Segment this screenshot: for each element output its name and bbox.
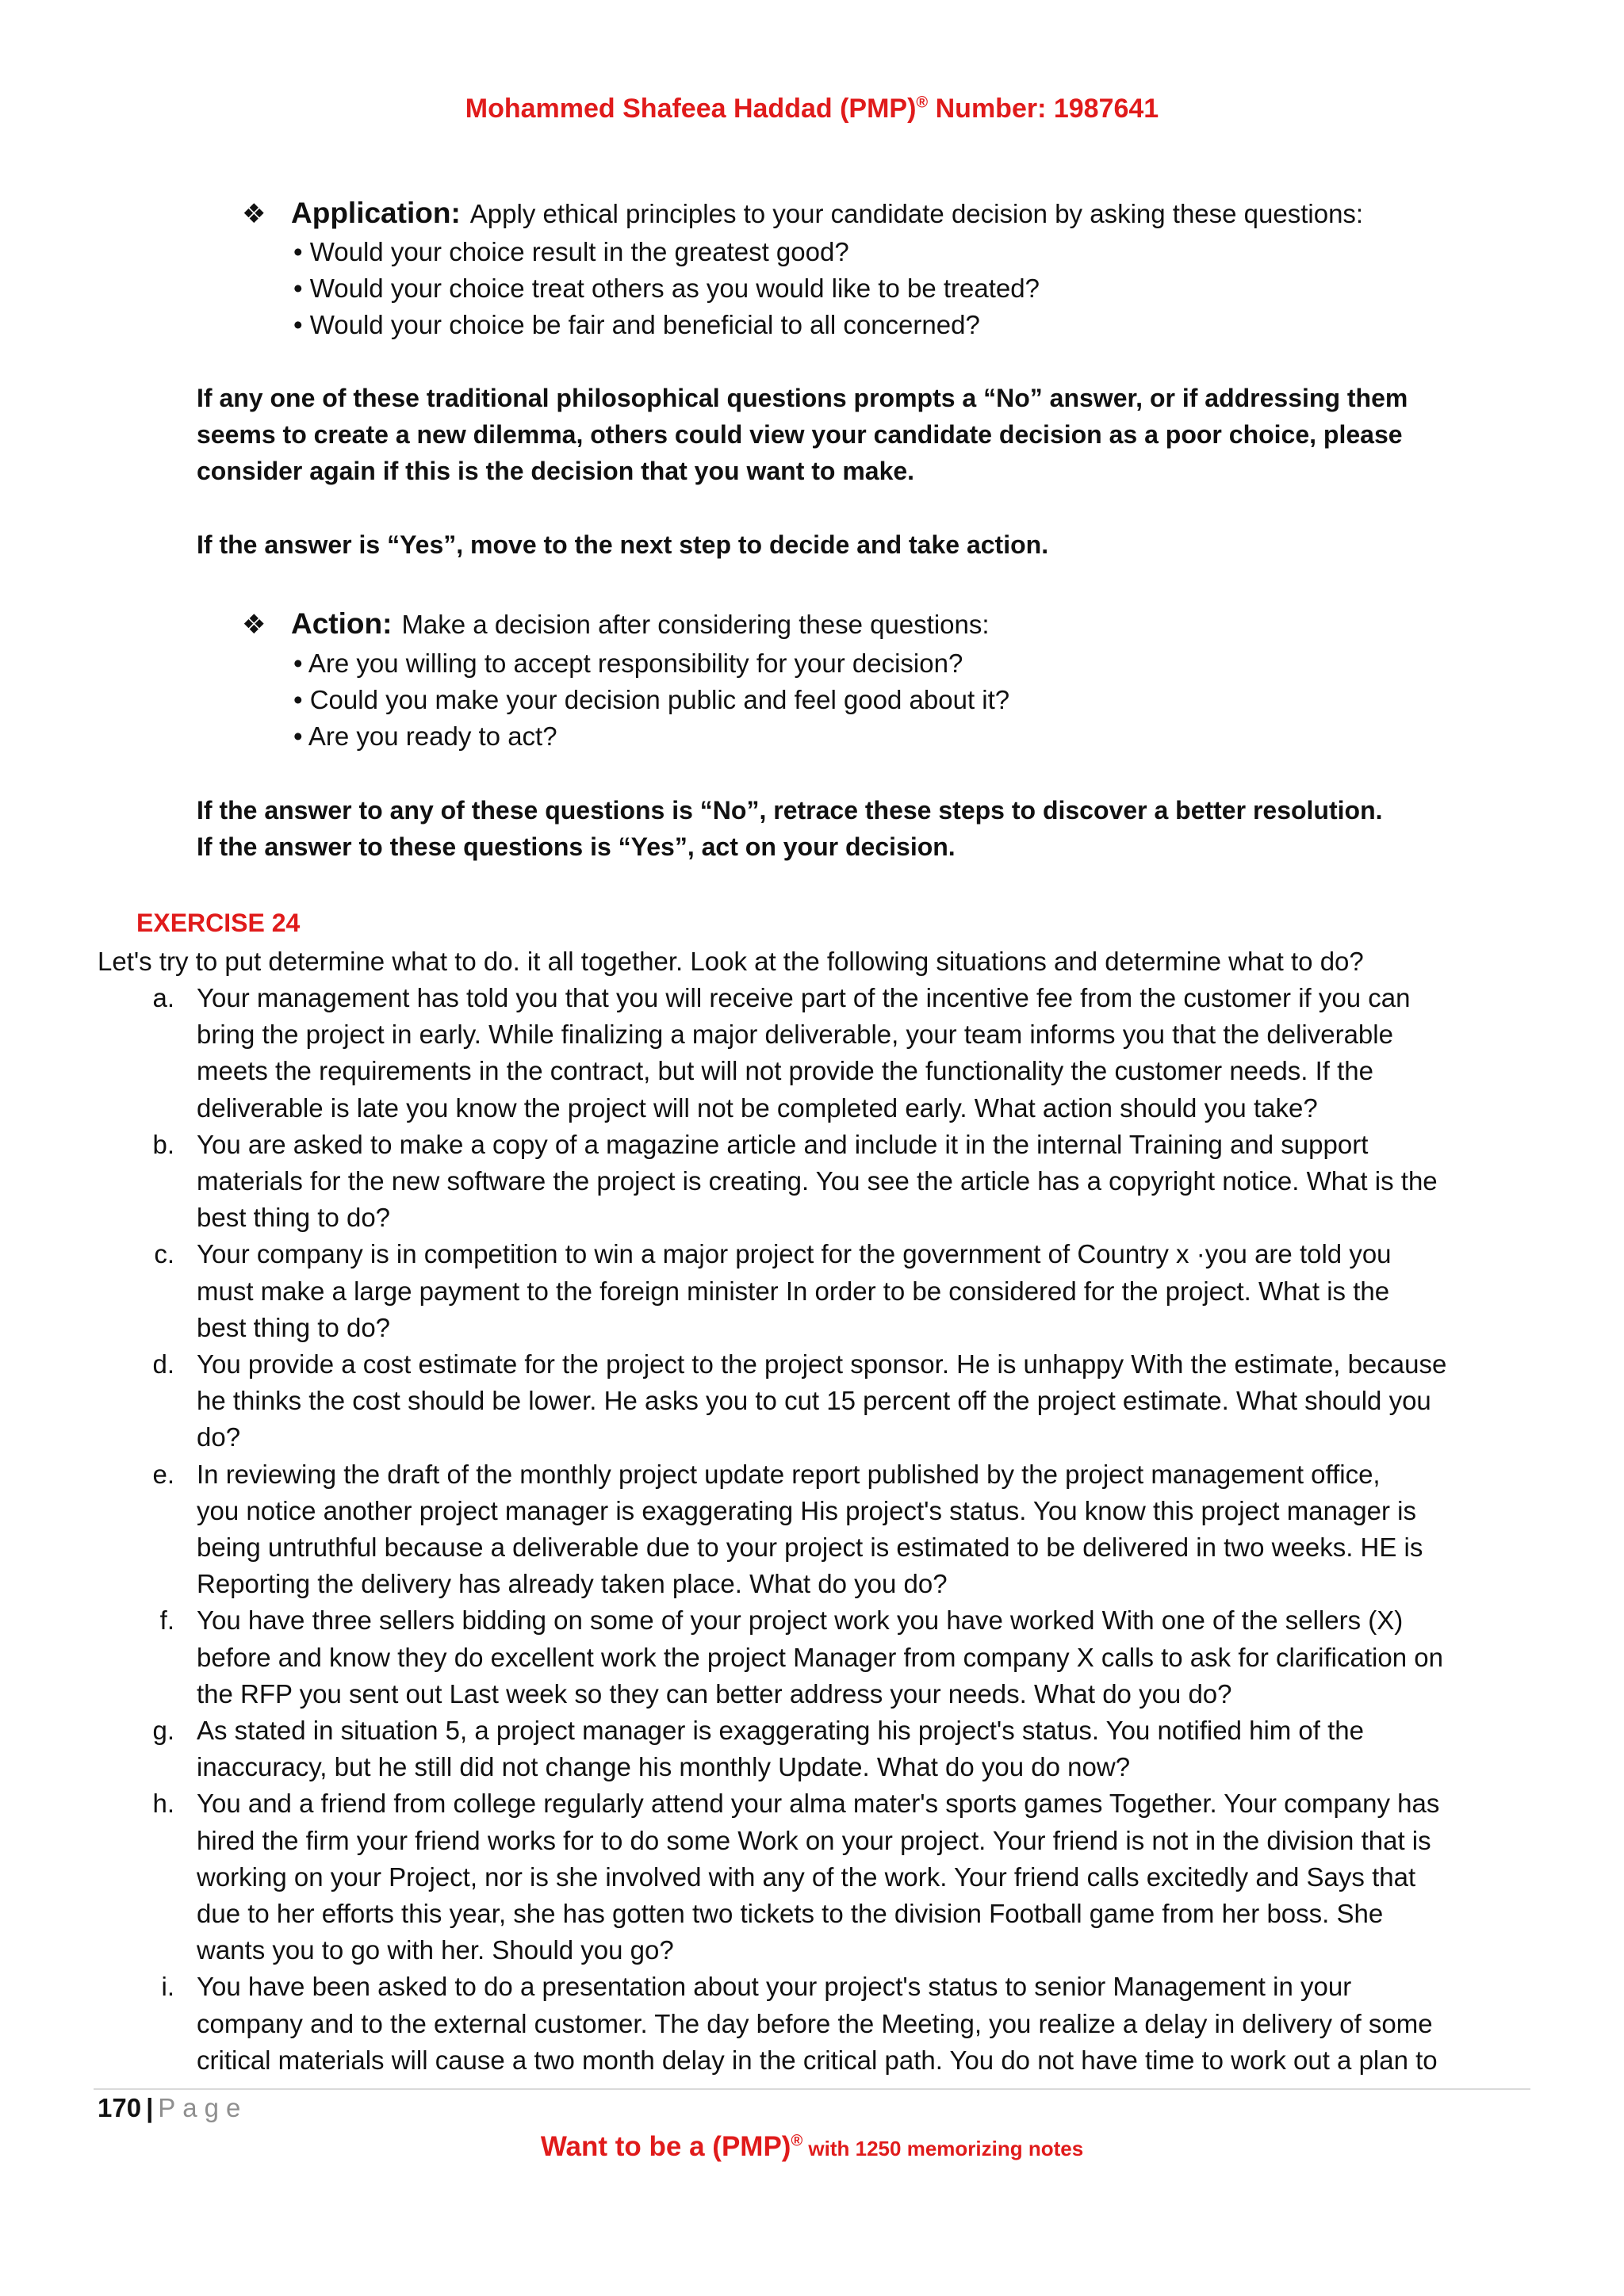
- paragraph-line: If the answer to these questions is “Yes”, act on your decision.: [197, 832, 956, 861]
- paragraph-line: If the answer to any of these questions is “No”, retrace these steps to discover a better resolution.: [197, 796, 1383, 825]
- list-letter: h.: [152, 1789, 174, 1819]
- bullet-item: • Would your choice treat others as you would like to be treated?: [293, 274, 1040, 303]
- application-heading: [242, 195, 1363, 232]
- diamond-bullet-icon: ❖: [242, 610, 266, 640]
- text-line: meets the requirements in the contract, but will not provide the functionality the customer needs. If the: [197, 1056, 1373, 1086]
- text-line: due to her efforts this year, she has gotten two tickets to the division Football game from her boss. She: [197, 1899, 1384, 1929]
- text-line: the RFP you sent out Last week so they can better address your needs. What do you do?: [197, 1678, 1232, 1709]
- text-line: You have been asked to do a presentation about your project's status to senior Management in your: [197, 1972, 1352, 2002]
- text-line: you notice another project manager is exaggerating His project's status. You know this project manager is: [197, 1495, 1416, 1525]
- list-item: [98, 1236, 1533, 1346]
- text-line: You are asked to make a copy of a magazine article and include it in the internal Training and support: [197, 1129, 1369, 1159]
- text-line: critical materials will cause a two month delay in the critical path. You do not have time to work out a plan to: [197, 2045, 1438, 2075]
- application-keyword: Application:: [291, 197, 461, 229]
- list-letter: c.: [154, 1239, 174, 1269]
- list-item-text: [197, 1712, 1533, 1785]
- text-line: before and know they do excellent work the project Manager from company X calls to ask for clarification on: [197, 1642, 1443, 1672]
- action-keyword: Action:: [291, 607, 393, 640]
- text-line: You provide a cost estimate for the project to the project sponsor. He is unhappy With the estimate, because: [197, 1349, 1447, 1380]
- action-text: Make a decision after considering these questions:: [401, 610, 990, 639]
- text-line: deliverable is late you know the project will not be completed early. What action should you take?: [197, 1093, 1318, 1123]
- list-item-text: [197, 1456, 1533, 1603]
- registered-mark: ®: [791, 2132, 803, 2150]
- page-word: Page: [158, 2093, 248, 2122]
- text-line: being untruthful because a deliverable due to your project is estimated to be delivered in two weeks. HE is: [197, 1533, 1423, 1563]
- yes-answer-paragraph: If the answer is “Yes”, move to the next step to decide and take action.: [197, 530, 1049, 559]
- page-header: [0, 94, 1624, 124]
- exercise-title: EXERCISE 24: [136, 909, 301, 937]
- text-line: Your company is in competition to win a major project for the government of Country x ·you are told you: [197, 1239, 1392, 1269]
- list-item-text: [197, 1602, 1533, 1712]
- text-line: inaccuracy, but he still did not change his monthly Update. What do you do now?: [197, 1752, 1131, 1782]
- bullet-item: • Are you ready to act?: [293, 721, 557, 751]
- text-line: You and a friend from college regularly attend your alma mater's sports games Together. Your company has: [197, 1789, 1440, 1819]
- list-item: [98, 1346, 1533, 1456]
- text-line: You have three sellers bidding on some of your project work you have worked With one of the sellers (X): [197, 1605, 1404, 1636]
- exercise-intro: Let's try to put determine what to do. it all together. Look at the following situations and determine what to do?: [98, 947, 1364, 976]
- no-answer-paragraph: [197, 380, 1561, 489]
- list-letter: e.: [152, 1459, 174, 1489]
- list-letter: d.: [152, 1349, 174, 1380]
- list-letter: a.: [152, 983, 174, 1012]
- header-name: Mohammed Shafeea Haddad (PMP): [465, 94, 917, 124]
- footer-small-text: with 1250 memorizing notes: [802, 2137, 1084, 2160]
- footer-text: Want to be a (PMP): [540, 2131, 791, 2162]
- list-item-text: [197, 1785, 1533, 1969]
- application-bullets: [293, 234, 1040, 343]
- footer-divider: [94, 2088, 1530, 2090]
- bullet-item: • Would your choice be fair and beneficial to all concerned?: [293, 310, 980, 339]
- text-line: company and to the external customer. The day before the Meeting, you realize a delay in delivery of some: [197, 2008, 1433, 2038]
- retrace-paragraph: [197, 792, 1561, 865]
- page-separator: |: [146, 2093, 154, 2122]
- text-line: In reviewing the draft of the monthly project update report published by the project management office,: [197, 1459, 1381, 1489]
- text-line: he thinks the cost should be lower. He asks you to cut 15 percent off the project estimate. What should you: [197, 1386, 1431, 1416]
- text-line: hired the firm your friend works for to do some Work on your project. Your friend is not in the division that is: [197, 1825, 1431, 1855]
- text-line: Your management has told you that you will receive part of the incentive fee from the customer if you can: [197, 983, 1411, 1012]
- list-item: [98, 980, 1533, 1127]
- list-item-text: [197, 1236, 1533, 1346]
- list-letter: f.: [159, 1605, 174, 1636]
- list-item: [98, 1712, 1533, 1785]
- bullet-item: • Could you make your decision public and feel good about it?: [293, 685, 1010, 714]
- text-line: must make a large payment to the foreign minister In order to be considered for the project. What is the: [197, 1276, 1390, 1306]
- list-item: [98, 1127, 1533, 1237]
- question-list: [98, 980, 1533, 2079]
- list-letter: g.: [152, 1716, 174, 1746]
- action-heading: [242, 606, 990, 643]
- registered-mark: ®: [916, 94, 929, 112]
- bullet-item: • Are you willing to accept responsibility for your decision?: [293, 649, 963, 678]
- diamond-bullet-icon: ❖: [242, 199, 266, 229]
- text-line: materials for the new software the project is creating. You see the article has a copyright notice. What is the: [197, 1166, 1438, 1196]
- text-line: As stated in situation 5, a project manager is exaggerating his project's status. You notified him of the: [197, 1716, 1364, 1746]
- list-item: [98, 1969, 1533, 2079]
- action-bullets: [293, 645, 1009, 755]
- bullet-item: • Would your choice result in the greatest good?: [293, 237, 849, 266]
- list-item: [98, 1785, 1533, 1969]
- text-line: best thing to do?: [197, 1203, 391, 1233]
- text-line: best thing to do?: [197, 1312, 391, 1342]
- list-item: [98, 1602, 1533, 1712]
- list-letter: i.: [161, 1972, 174, 2002]
- text-line: wants you to go with her. Should you go?: [197, 1935, 674, 1965]
- header-number: Number: 1987641: [928, 94, 1159, 124]
- list-item-text: [197, 1969, 1533, 2079]
- paragraph-line: consider again if this is the decision that you want to make.: [197, 457, 915, 485]
- list-item-text: [197, 1127, 1533, 1237]
- paragraph-line: If any one of these traditional philosophical questions prompts a “No” answer, or if addressing them: [197, 384, 1408, 412]
- text-line: working on your Project, nor is she involved with any of the work. Your friend calls excitedly and Says that: [197, 1862, 1416, 1892]
- application-text: Apply ethical principles to your candidate decision by asking these questions:: [469, 199, 1364, 228]
- text-line: bring the project in early. While finalizing a major deliverable, your team informs you that the deliverable: [197, 1020, 1393, 1050]
- page-number: [98, 2093, 247, 2123]
- list-item: [98, 1456, 1533, 1603]
- list-item-text: [197, 1346, 1533, 1456]
- text-line: Reporting the delivery has already taken place. What do you do?: [197, 1569, 948, 1599]
- page-number-value: 170: [98, 2093, 142, 2122]
- text-line: do?: [197, 1422, 241, 1452]
- list-item-text: [197, 980, 1533, 1127]
- page-footer: [0, 2131, 1624, 2163]
- list-letter: b.: [152, 1129, 174, 1159]
- paragraph-line: seems to create a new dilemma, others could view your candidate decision as a poor choice, please: [197, 420, 1403, 449]
